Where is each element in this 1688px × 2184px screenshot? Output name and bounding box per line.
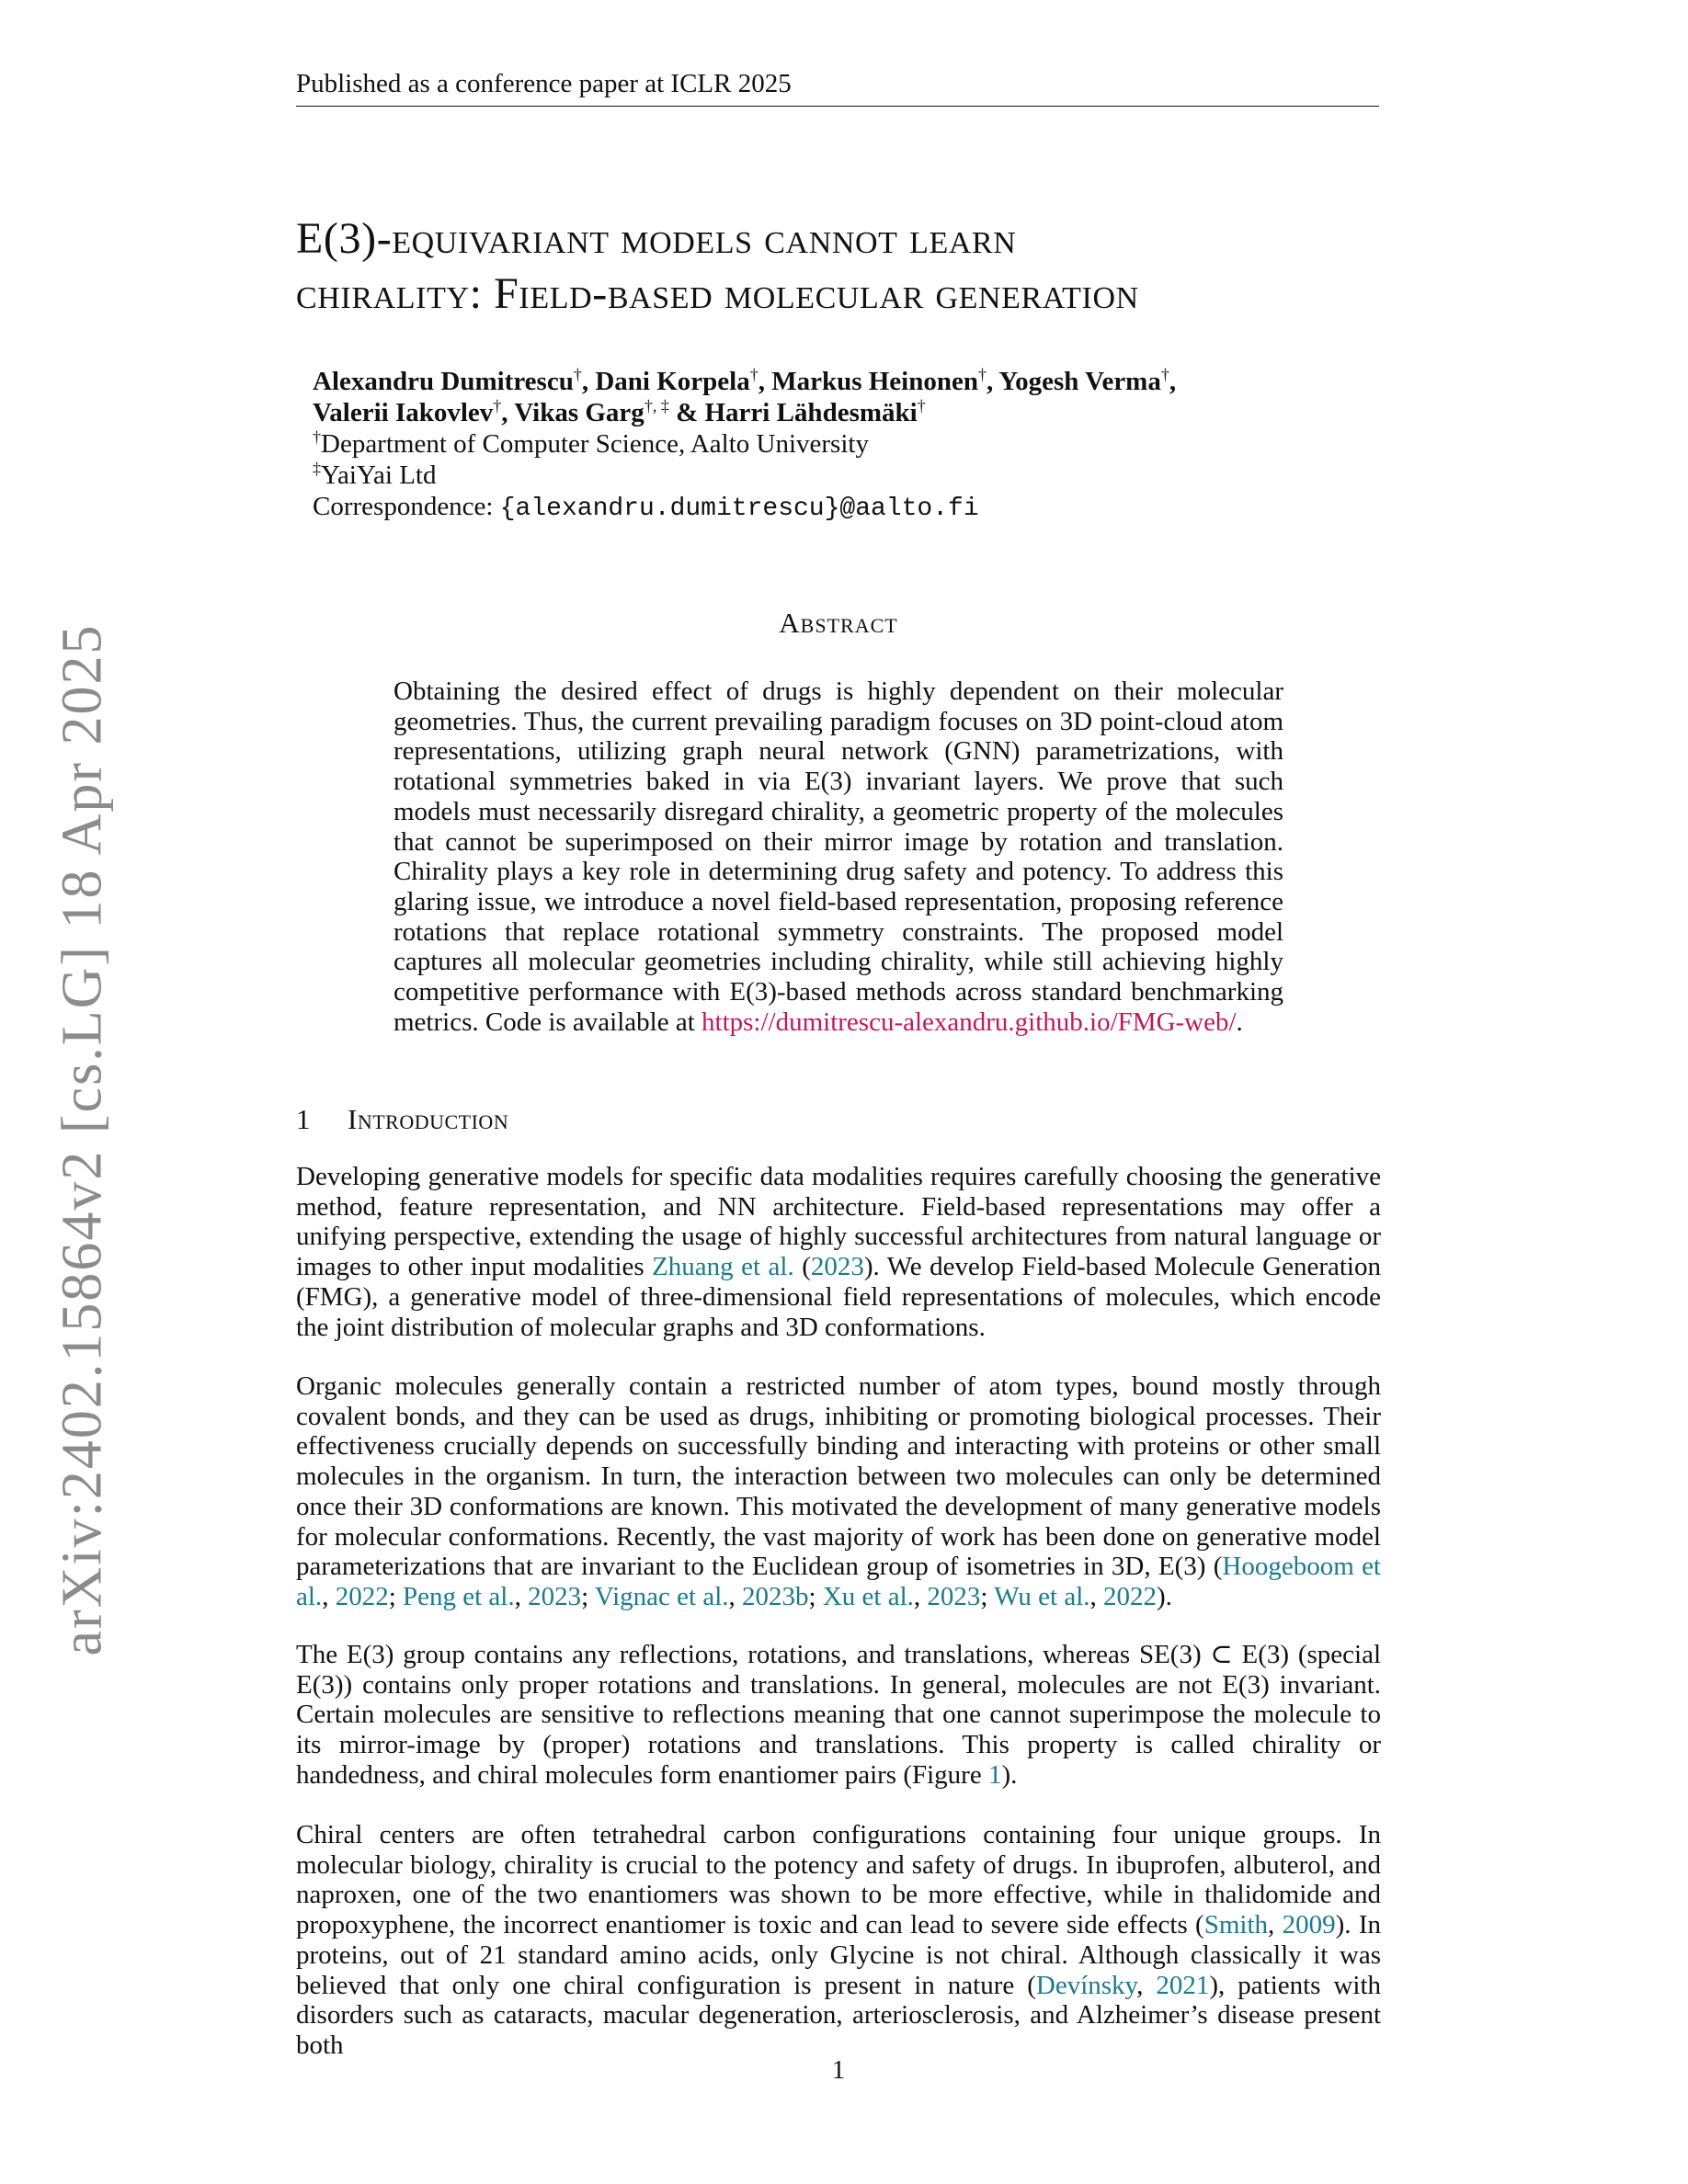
citation-link[interactable]: Devínsky (1035, 1970, 1137, 2000)
section-title: Introduction (348, 1103, 509, 1135)
paper-title (296, 211, 1381, 322)
affiliation (313, 460, 1379, 491)
author-name: Alexandru Dumitrescu (313, 367, 574, 396)
text: ). (1157, 1581, 1172, 1611)
correspondence-label: Correspondence: (313, 492, 500, 521)
paragraph (296, 1162, 1381, 1342)
paragraph: Organic molecules generally contain a restricted number of atom types, bound mostly through covalent bonds, and they can be used as drugs, inhibiting or promoting biological processes. Their effectiveness crucially depends on successfully binding and interacting with proteins or other small molecules in the organism. In turn, the interaction between two molecules can only be determined once their 3D conformations are known. This motivated the development of many generative models for molecular conformations. Recently, the vast majority of work has been done on generative model parameterizations that are invariant to the Euclidean group of isometries in 3D, E(3) (Hoogeboom et al., 2022; Peng et al., 2023; Vignac et al., 2023b; Xu et al., 2023; Wu et al., 2022). (296, 1371, 1381, 1611)
text: The E(3) group contains any reflections, rotations, and translations, whereas SE(3) ⊂ E(3) (special E(3)) contains only proper rotations and translations. In general, molecules are not E(3) invariant. Certain molecules are sensitive to reflections meaning that one cannot superimpose the molecule to its mirror-image by (proper) rotations and translations. This property is called chirality or handedness, and chiral molecules form enantiomer pairs (Figure (296, 1640, 1381, 1790)
citation-link[interactable]: Wu et al. (994, 1581, 1090, 1611)
running-header: Published as a conference paper at ICLR 2025 (296, 68, 1379, 107)
abstract-text (393, 677, 1283, 1037)
correspondence-email[interactable]: {alexandru.dumitrescu}@aalto.fi (499, 495, 979, 523)
citation-link[interactable]: Vignac et al. (594, 1581, 729, 1611)
citation-link[interactable]: Xu et al. (822, 1581, 914, 1611)
author-mark: † (573, 365, 582, 384)
affiliation (313, 428, 1379, 460)
affiliation-mark: ‡ (313, 459, 321, 478)
text: ). In proteins, out of 21 standard amino acids, only Glycine is not chiral. Although classically it was believed that only one chiral configuration is present in nature ( (296, 1910, 1381, 2000)
text: ), patients with disorders such as cataracts, macular degeneration, arteriosclerosis, and Alzheimer’s disease present both (296, 1970, 1381, 2060)
citation-link[interactable]: 2023 (810, 1252, 864, 1282)
page-number: 1 (831, 2055, 846, 2085)
abstract-end: . (1236, 1007, 1243, 1037)
citation-link[interactable]: 2023 (528, 1581, 582, 1611)
section-heading (296, 1103, 508, 1136)
abstract-body: Obtaining the desired effect of drugs is highly dependent on their molecular geometries. Thus, the current prevailing paradigm focuses on 3D point-cloud atom representations, utilizing graph neural network (GNN) parametrizations, with rotational symmetries baked in via E(3) invariant layers. We prove that such models must necessarily disregard chirality, a geometric property of the molecules that cannot be superimposed on their mirror image by rotation and translation. Chirality plays a key role in determining drug safety and potency. To address this glaring issue, we introduce a novel field-based representation, proposing reference rotations that replace rotational symmetry constraints. The proposed model captures all molecular geometries including chirality, while still achieving highly competitive performance with E(3)-based methods across standard benchmarking metrics. Code is available at (393, 677, 1283, 1037)
abstract-heading: Abstract (779, 607, 898, 639)
paragraph (296, 1640, 1381, 1791)
affiliation-text: YaiYai Ltd (321, 461, 437, 490)
citation-link[interactable]: 2021 (1156, 1970, 1210, 2000)
text: ( (793, 1252, 811, 1282)
citation-link[interactable]: 2022 (1103, 1581, 1158, 1611)
title-line-1: E(3)-equivariant models cannot learn (296, 214, 1017, 263)
arxiv-watermark: arXiv:2402.15864v2 [cs.LG] 18 Apr 2025 (51, 623, 114, 1656)
text: Developing generative models for specific data modalities requires carefully choosing the generative method, feature representation, and NN architecture. Field-based representations may offer a unifying perspective, extending the usage of highly successful architectures from natural language or images to other input modalities (296, 1162, 1381, 1282)
author-line-1: Alexandru Dumitrescu†, Dani Korpela†, Markus Heinonen†, Yogesh Verma†, (313, 365, 1177, 396)
author-name: Markus Heinonen (771, 367, 978, 396)
author-mark: † (1160, 365, 1169, 384)
citation-link[interactable]: Peng et al. (403, 1581, 515, 1611)
author-mark: † (749, 365, 758, 384)
citation-link[interactable]: Smith (1203, 1910, 1269, 1940)
citation-link[interactable]: 2023 (927, 1581, 981, 1611)
citation-link[interactable]: 2009 (1282, 1910, 1336, 1940)
author-mark: † (493, 396, 502, 415)
affiliation-text: Department of Computer Science, Aalto University (321, 429, 869, 459)
author-name: Vikas Garg (514, 398, 644, 427)
code-link[interactable]: https://dumitrescu-alexandru.github.io/FMG-web/ (701, 1007, 1237, 1037)
correspondence (313, 491, 1379, 525)
text: ). (1001, 1759, 1018, 1790)
text: Chiral centers are often tetrahedral carbon configurations containing four unique groups. In molecular biology, chirality is crucial to the potency and safety of drugs. In ibuprofen, albuterol, and naproxen, one of the two enantiomers was shown to be more effective, while in thalidomide and propoxyphene, the incorrect enantiomer is toxic and can lead to severe side effects ( (296, 1820, 1381, 1940)
author-mark: † (977, 365, 987, 384)
author-name: Dani Korpela (595, 367, 750, 396)
author-name: Harri Lähdesmäki (704, 398, 918, 427)
author-block (313, 366, 1379, 525)
author-name: Valerii Iakovlev (313, 398, 494, 427)
text: ). We develop Field-based Molecule Generation (FMG), a generative model of three-dimensional field representations of molecules, which encode the joint distribution of molecular graphs and 3D conformations. (296, 1252, 1381, 1342)
author-mark: †, ‡ (644, 396, 669, 415)
paragraph: Chiral centers are often tetrahedral carbon configurations containing four unique groups. In molecular biology, chirality is crucial to the potency and safety of drugs. In ibuprofen, albuterol, and naproxen, one of the two enantiomers was shown to be more effective, while in thalidomide and propoxyphene, the incorrect enantiomer is toxic and can lead to severe side effects (Smith, 2009). In proteins, out of 21 standard amino acids, only Glycine is not chiral. Although classically it was believed that only one chiral configuration is present in nature (Devínsky, 2021), patients with disorders such as cataracts, macular degeneration, arteriosclerosis, and Alzheimer’s disease present both (296, 1820, 1381, 2060)
citation-link[interactable]: 2022 (335, 1581, 389, 1611)
author-name: Yogesh Verma (998, 367, 1161, 396)
citation-link[interactable]: 2023b (742, 1581, 809, 1611)
citation-link[interactable]: Hoogeboom et al. (296, 1552, 1381, 1611)
figure-link[interactable]: 1 (987, 1759, 1002, 1790)
text: Organic molecules generally contain a restricted number of atom types, bound mostly through covalent bonds, and they can be used as drugs, inhibiting or promoting biological processes. Their effectiveness crucially depends on successfully binding and interacting with proteins or other small molecules in the organism. In turn, the interaction between two molecules can only be determined once their 3D conformations are known. This motivated the development of many generative models for molecular conformations. Recently, the vast majority of work has been done on generative model parameterizations that are invariant to the Euclidean group of isometries in 3D, E(3) ( (296, 1371, 1381, 1582)
affiliation-mark: † (313, 427, 321, 447)
section-number: 1 (296, 1103, 311, 1135)
title-line-2: chirality: Field-based molecular generation (296, 269, 1139, 318)
author-mark: † (917, 396, 926, 415)
author-line-2: Valerii Iakovlev†, Vikas Garg†, ‡ & Harri Lähdesmäki† (313, 396, 926, 427)
citation-link[interactable]: Zhuang et al. (652, 1252, 794, 1282)
